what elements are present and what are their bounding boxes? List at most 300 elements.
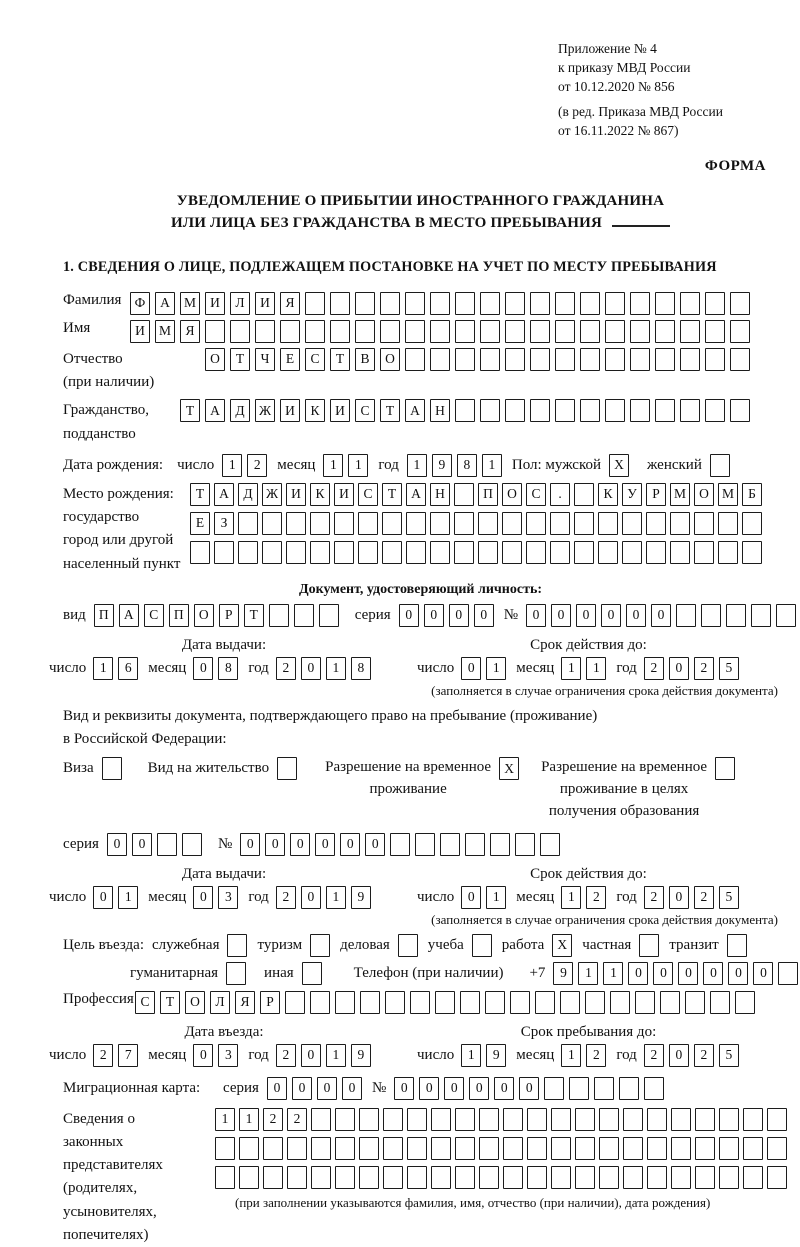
char-cell[interactable] [455, 320, 475, 343]
char-cell[interactable]: 1 [603, 962, 623, 985]
char-cell[interactable] [503, 1137, 523, 1160]
char-cell[interactable]: 0 [601, 604, 621, 627]
char-cell[interactable]: 0 [394, 1077, 414, 1100]
char-cell[interactable] [255, 320, 275, 343]
char-cell[interactable] [430, 348, 450, 371]
entry-year-cells[interactable] [276, 1044, 371, 1067]
char-cell[interactable] [670, 512, 690, 535]
char-cell[interactable]: Т [190, 483, 210, 506]
char-cell[interactable] [551, 1108, 571, 1131]
char-cell[interactable] [407, 1108, 427, 1131]
char-cell[interactable] [355, 320, 375, 343]
char-cell[interactable] [622, 541, 642, 564]
char-cell[interactable] [742, 541, 762, 564]
char-cell[interactable]: 1 [348, 454, 368, 477]
char-cell[interactable] [360, 991, 380, 1014]
char-cell[interactable]: 0 [444, 1077, 464, 1100]
char-cell[interactable] [655, 399, 675, 422]
char-cell[interactable]: 2 [287, 1108, 307, 1131]
char-cell[interactable]: С [526, 483, 546, 506]
char-cell[interactable] [478, 541, 498, 564]
char-cell[interactable] [630, 399, 650, 422]
char-cell[interactable] [550, 512, 570, 535]
char-cell[interactable] [767, 1166, 787, 1189]
char-cell[interactable]: 0 [626, 604, 646, 627]
residence-series-cells[interactable] [107, 833, 202, 856]
char-cell[interactable] [680, 348, 700, 371]
char-cell[interactable] [455, 348, 475, 371]
char-cell[interactable] [599, 1166, 619, 1189]
char-cell[interactable] [619, 1077, 639, 1100]
char-cell[interactable] [383, 1166, 403, 1189]
char-cell[interactable] [647, 1108, 667, 1131]
char-cell[interactable] [742, 512, 762, 535]
char-cell[interactable]: 9 [486, 1044, 506, 1067]
char-cell[interactable] [335, 1137, 355, 1160]
char-cell[interactable] [580, 399, 600, 422]
char-cell[interactable]: 0 [193, 1044, 213, 1067]
char-cell[interactable]: О [380, 348, 400, 371]
char-cell[interactable] [406, 512, 426, 535]
purpose-other-checkbox[interactable] [302, 962, 322, 985]
char-cell[interactable] [660, 991, 680, 1014]
char-cell[interactable]: 0 [290, 833, 310, 856]
char-cell[interactable]: Б [742, 483, 762, 506]
doc-series-cells[interactable] [399, 604, 494, 627]
char-cell[interactable] [560, 991, 580, 1014]
char-cell[interactable]: 2 [694, 886, 714, 909]
char-cell[interactable] [398, 934, 418, 957]
char-cell[interactable] [359, 1166, 379, 1189]
char-cell[interactable] [655, 348, 675, 371]
char-cell[interactable]: X [499, 757, 519, 780]
char-cell[interactable]: 0 [365, 833, 385, 856]
char-cell[interactable]: И [286, 483, 306, 506]
char-cell[interactable] [285, 991, 305, 1014]
char-cell[interactable]: О [185, 991, 205, 1014]
char-cell[interactable] [623, 1108, 643, 1131]
char-cell[interactable] [502, 541, 522, 564]
char-cell[interactable] [680, 320, 700, 343]
purpose-tourism-checkbox[interactable] [310, 934, 330, 957]
char-cell[interactable] [671, 1108, 691, 1131]
char-cell[interactable] [227, 934, 247, 957]
char-cell[interactable] [685, 991, 705, 1014]
char-cell[interactable] [575, 1166, 595, 1189]
char-cell[interactable] [551, 1137, 571, 1160]
char-cell[interactable] [635, 991, 655, 1014]
doc-kind-cells[interactable] [94, 604, 339, 627]
char-cell[interactable] [431, 1108, 451, 1131]
char-cell[interactable]: Ч [255, 348, 275, 371]
doc-issue-year-cells[interactable] [276, 657, 371, 680]
char-cell[interactable]: 9 [432, 454, 452, 477]
char-cell[interactable] [569, 1077, 589, 1100]
purpose-private-checkbox[interactable] [639, 934, 659, 957]
char-cell[interactable]: 2 [247, 454, 267, 477]
char-cell[interactable]: 5 [719, 886, 739, 909]
char-cell[interactable]: В [355, 348, 375, 371]
char-cell[interactable]: 0 [315, 833, 335, 856]
char-cell[interactable]: 0 [265, 833, 285, 856]
char-cell[interactable] [503, 1166, 523, 1189]
char-cell[interactable] [695, 1166, 715, 1189]
char-cell[interactable] [550, 541, 570, 564]
char-cell[interactable] [359, 1108, 379, 1131]
char-cell[interactable] [480, 320, 500, 343]
residence-expiry-month-cells[interactable] [561, 886, 606, 909]
char-cell[interactable] [575, 1137, 595, 1160]
char-cell[interactable] [705, 320, 725, 343]
char-cell[interactable] [380, 292, 400, 315]
char-cell[interactable]: 0 [576, 604, 596, 627]
char-cell[interactable] [515, 833, 535, 856]
char-cell[interactable] [535, 991, 555, 1014]
char-cell[interactable] [527, 1108, 547, 1131]
doc-number-cells[interactable] [526, 604, 796, 627]
char-cell[interactable]: 1 [486, 657, 506, 680]
char-cell[interactable]: О [194, 604, 214, 627]
char-cell[interactable]: П [169, 604, 189, 627]
char-cell[interactable]: 0 [317, 1077, 337, 1100]
char-cell[interactable] [623, 1137, 643, 1160]
char-cell[interactable] [454, 483, 474, 506]
char-cell[interactable] [330, 320, 350, 343]
char-cell[interactable]: Т [330, 348, 350, 371]
purpose-transit-checkbox[interactable] [727, 934, 747, 957]
char-cell[interactable] [718, 541, 738, 564]
char-cell[interactable] [479, 1166, 499, 1189]
char-cell[interactable] [383, 1137, 403, 1160]
char-cell[interactable]: Ж [262, 483, 282, 506]
char-cell[interactable] [262, 541, 282, 564]
char-cell[interactable]: 1 [326, 886, 346, 909]
char-cell[interactable] [302, 962, 322, 985]
char-cell[interactable] [751, 604, 771, 627]
migration-series-cells[interactable] [267, 1077, 362, 1100]
char-cell[interactable] [705, 348, 725, 371]
char-cell[interactable]: 1 [482, 454, 502, 477]
char-cell[interactable]: 2 [644, 886, 664, 909]
char-cell[interactable]: Н [430, 399, 450, 422]
char-cell[interactable] [580, 348, 600, 371]
char-cell[interactable]: 2 [644, 657, 664, 680]
char-cell[interactable] [454, 541, 474, 564]
char-cell[interactable] [269, 604, 289, 627]
char-cell[interactable] [680, 399, 700, 422]
char-cell[interactable]: 2 [276, 1044, 296, 1067]
char-cell[interactable] [676, 604, 696, 627]
char-cell[interactable] [671, 1166, 691, 1189]
char-cell[interactable] [694, 512, 714, 535]
char-cell[interactable] [490, 833, 510, 856]
char-cell[interactable] [385, 991, 405, 1014]
char-cell[interactable] [311, 1166, 331, 1189]
char-cell[interactable] [719, 1166, 739, 1189]
char-cell[interactable] [335, 991, 355, 1014]
char-cell[interactable] [455, 1108, 475, 1131]
char-cell[interactable] [540, 833, 560, 856]
char-cell[interactable] [730, 348, 750, 371]
char-cell[interactable] [719, 1108, 739, 1131]
char-cell[interactable] [190, 541, 210, 564]
char-cell[interactable] [743, 1137, 763, 1160]
char-cell[interactable] [730, 292, 750, 315]
doc-issue-day-cells[interactable] [93, 657, 138, 680]
char-cell[interactable] [479, 1108, 499, 1131]
char-cell[interactable] [287, 1137, 307, 1160]
char-cell[interactable]: С [305, 348, 325, 371]
stay-day-cells[interactable] [461, 1044, 506, 1067]
char-cell[interactable]: К [305, 399, 325, 422]
char-cell[interactable] [430, 320, 450, 343]
char-cell[interactable]: 2 [694, 657, 714, 680]
char-cell[interactable] [215, 1137, 235, 1160]
char-cell[interactable]: 2 [644, 1044, 664, 1067]
char-cell[interactable] [630, 320, 650, 343]
char-cell[interactable] [485, 991, 505, 1014]
char-cell[interactable]: 2 [263, 1108, 283, 1131]
char-cell[interactable] [530, 320, 550, 343]
char-cell[interactable] [705, 399, 725, 422]
char-cell[interactable] [415, 833, 435, 856]
char-cell[interactable] [277, 757, 297, 780]
char-cell[interactable]: 0 [551, 604, 571, 627]
char-cell[interactable] [405, 348, 425, 371]
char-cell[interactable]: 0 [240, 833, 260, 856]
char-cell[interactable] [215, 1166, 235, 1189]
char-cell[interactable] [286, 512, 306, 535]
char-cell[interactable]: 7 [118, 1044, 138, 1067]
citizenship-cells[interactable] [180, 399, 750, 422]
char-cell[interactable]: 0 [193, 886, 213, 909]
doc-expiry-year-cells[interactable] [644, 657, 739, 680]
char-cell[interactable]: Р [219, 604, 239, 627]
char-cell[interactable]: 0 [519, 1077, 539, 1100]
char-cell[interactable]: О [502, 483, 522, 506]
char-cell[interactable] [330, 292, 350, 315]
birth-day-cells[interactable] [222, 454, 267, 477]
name-cells[interactable] [130, 320, 750, 343]
char-cell[interactable] [310, 991, 330, 1014]
char-cell[interactable] [575, 1108, 595, 1131]
char-cell[interactable] [263, 1166, 283, 1189]
char-cell[interactable] [230, 320, 250, 343]
char-cell[interactable] [555, 320, 575, 343]
char-cell[interactable] [480, 399, 500, 422]
char-cell[interactable] [743, 1108, 763, 1131]
char-cell[interactable]: 0 [753, 962, 773, 985]
char-cell[interactable]: С [144, 604, 164, 627]
char-cell[interactable] [555, 292, 575, 315]
char-cell[interactable] [647, 1137, 667, 1160]
purpose-official-checkbox[interactable] [227, 934, 247, 957]
char-cell[interactable] [430, 512, 450, 535]
char-cell[interactable] [594, 1077, 614, 1100]
char-cell[interactable] [767, 1137, 787, 1160]
purpose-humanitarian-checkbox[interactable] [226, 962, 246, 985]
char-cell[interactable] [455, 1137, 475, 1160]
char-cell[interactable]: 0 [267, 1077, 287, 1100]
char-cell[interactable] [382, 541, 402, 564]
char-cell[interactable] [585, 991, 605, 1014]
char-cell[interactable]: Н [430, 483, 450, 506]
char-cell[interactable] [410, 991, 430, 1014]
char-cell[interactable]: 2 [276, 657, 296, 680]
char-cell[interactable] [287, 1166, 307, 1189]
char-cell[interactable]: 0 [449, 604, 469, 627]
char-cell[interactable] [430, 541, 450, 564]
char-cell[interactable] [710, 454, 730, 477]
char-cell[interactable]: Ф [130, 292, 150, 315]
birthplace-row3-cells[interactable] [190, 541, 762, 564]
char-cell[interactable] [630, 348, 650, 371]
char-cell[interactable] [479, 1137, 499, 1160]
char-cell[interactable] [580, 320, 600, 343]
char-cell[interactable]: 1 [578, 962, 598, 985]
char-cell[interactable]: Е [280, 348, 300, 371]
char-cell[interactable]: 0 [678, 962, 698, 985]
char-cell[interactable] [574, 512, 594, 535]
char-cell[interactable]: М [180, 292, 200, 315]
profession-cells[interactable] [135, 991, 755, 1014]
char-cell[interactable] [718, 512, 738, 535]
birthplace-row1-cells[interactable] [190, 483, 762, 506]
char-cell[interactable] [730, 320, 750, 343]
char-cell[interactable] [310, 934, 330, 957]
char-cell[interactable] [263, 1137, 283, 1160]
char-cell[interactable]: 5 [719, 657, 739, 680]
char-cell[interactable] [383, 1108, 403, 1131]
char-cell[interactable]: 0 [703, 962, 723, 985]
char-cell[interactable]: А [406, 483, 426, 506]
char-cell[interactable] [647, 1166, 667, 1189]
char-cell[interactable]: Т [380, 399, 400, 422]
char-cell[interactable]: Я [280, 292, 300, 315]
char-cell[interactable] [465, 833, 485, 856]
char-cell[interactable]: Д [238, 483, 258, 506]
char-cell[interactable]: X [552, 934, 572, 957]
char-cell[interactable]: К [598, 483, 618, 506]
char-cell[interactable]: 9 [351, 886, 371, 909]
char-cell[interactable] [226, 962, 246, 985]
char-cell[interactable]: 6 [118, 657, 138, 680]
char-cell[interactable] [715, 757, 735, 780]
char-cell[interactable] [238, 541, 258, 564]
char-cell[interactable]: И [205, 292, 225, 315]
char-cell[interactable] [455, 1166, 475, 1189]
char-cell[interactable]: С [135, 991, 155, 1014]
char-cell[interactable]: 2 [586, 1044, 606, 1067]
char-cell[interactable] [767, 1108, 787, 1131]
char-cell[interactable]: 1 [323, 454, 343, 477]
char-cell[interactable] [505, 320, 525, 343]
char-cell[interactable] [455, 292, 475, 315]
char-cell[interactable] [319, 604, 339, 627]
char-cell[interactable]: Р [646, 483, 666, 506]
char-cell[interactable] [214, 541, 234, 564]
char-cell[interactable]: 8 [457, 454, 477, 477]
char-cell[interactable] [382, 512, 402, 535]
representatives-row3-cells[interactable] [215, 1166, 787, 1189]
doc-expiry-day-cells[interactable] [461, 657, 506, 680]
char-cell[interactable] [478, 512, 498, 535]
char-cell[interactable] [502, 512, 522, 535]
char-cell[interactable]: А [214, 483, 234, 506]
char-cell[interactable] [310, 541, 330, 564]
char-cell[interactable]: 9 [351, 1044, 371, 1067]
char-cell[interactable] [334, 541, 354, 564]
char-cell[interactable] [480, 348, 500, 371]
char-cell[interactable]: 1 [461, 1044, 481, 1067]
char-cell[interactable] [544, 1077, 564, 1100]
char-cell[interactable]: 0 [669, 886, 689, 909]
char-cell[interactable]: К [310, 483, 330, 506]
char-cell[interactable]: 0 [653, 962, 673, 985]
representatives-row1-cells[interactable] [215, 1108, 787, 1131]
char-cell[interactable] [530, 292, 550, 315]
char-cell[interactable] [238, 512, 258, 535]
char-cell[interactable]: 1 [561, 657, 581, 680]
char-cell[interactable] [719, 1137, 739, 1160]
char-cell[interactable] [655, 292, 675, 315]
char-cell[interactable]: П [478, 483, 498, 506]
char-cell[interactable] [598, 512, 618, 535]
char-cell[interactable] [358, 512, 378, 535]
char-cell[interactable] [355, 292, 375, 315]
char-cell[interactable]: X [609, 454, 629, 477]
char-cell[interactable]: 3 [218, 886, 238, 909]
char-cell[interactable]: 0 [93, 886, 113, 909]
char-cell[interactable] [630, 292, 650, 315]
char-cell[interactable]: С [358, 483, 378, 506]
char-cell[interactable]: Я [180, 320, 200, 343]
char-cell[interactable]: 0 [107, 833, 127, 856]
char-cell[interactable]: 1 [561, 886, 581, 909]
char-cell[interactable] [526, 512, 546, 535]
char-cell[interactable]: 1 [222, 454, 242, 477]
char-cell[interactable]: М [718, 483, 738, 506]
char-cell[interactable] [335, 1108, 355, 1131]
stay-year-cells[interactable] [644, 1044, 739, 1067]
char-cell[interactable] [390, 833, 410, 856]
char-cell[interactable]: 3 [218, 1044, 238, 1067]
sex-male-checkbox[interactable] [609, 454, 629, 477]
char-cell[interactable] [622, 512, 642, 535]
char-cell[interactable] [726, 604, 746, 627]
char-cell[interactable]: 2 [586, 886, 606, 909]
char-cell[interactable] [239, 1166, 259, 1189]
char-cell[interactable] [695, 1108, 715, 1131]
char-cell[interactable] [505, 292, 525, 315]
char-cell[interactable] [510, 991, 530, 1014]
char-cell[interactable] [646, 541, 666, 564]
char-cell[interactable]: 0 [474, 604, 494, 627]
char-cell[interactable] [380, 320, 400, 343]
char-cell[interactable] [472, 934, 492, 957]
temp-permit-checkbox[interactable] [499, 757, 519, 780]
char-cell[interactable]: О [694, 483, 714, 506]
char-cell[interactable]: 0 [494, 1077, 514, 1100]
char-cell[interactable]: Т [382, 483, 402, 506]
char-cell[interactable] [605, 399, 625, 422]
char-cell[interactable]: Т [244, 604, 264, 627]
purpose-business-checkbox[interactable] [398, 934, 418, 957]
char-cell[interactable]: 0 [651, 604, 671, 627]
char-cell[interactable] [599, 1108, 619, 1131]
char-cell[interactable] [205, 320, 225, 343]
char-cell[interactable]: О [205, 348, 225, 371]
